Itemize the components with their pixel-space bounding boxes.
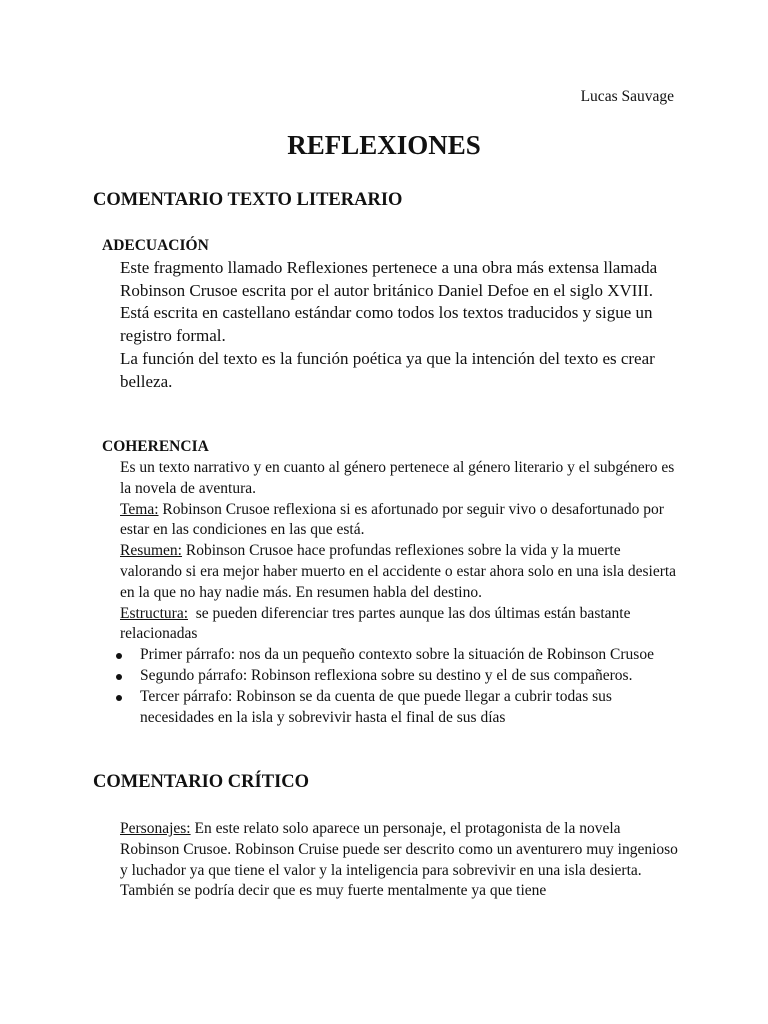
resumen-label: Resumen: [120,542,182,560]
adecuacion-body [120,257,690,393]
resumen-text: Robinson Crusoe hace profundas reflexiones sobre la vida y la muerte valorando si era mejor haber muerto en el accidente o estar ahora solo en una isla desierta en la que no hay nadie más. En resumen habla del destino. [120,542,677,601]
document-title: REFLEXIONES [287,130,481,160]
tema-label: Tema: [120,500,159,518]
author-name: Lucas Sauvage [580,88,674,105]
critico-body [120,819,680,902]
estructura-label: Estructura: [120,604,189,622]
bullet-icon [116,653,122,659]
bullet-icon [116,674,122,680]
resumen-paragraph [120,541,680,603]
estructura-text: se pueden diferenciar tres partes aunque las dos últimas están bastante relacionadas [120,604,635,643]
personajes-label: Personajes: [120,820,191,837]
list-item [120,645,680,666]
subheading-coherencia: COHERENCIA [102,438,209,455]
personajes-paragraph [120,819,680,902]
tema-paragraph [120,500,680,542]
personajes-text: En este relato solo aparece un personaje, el protagonista de la novela Robinson Crusoe. Robinson Cruise puede ser descrito como un aventurero muy ingenioso y luchador ya que tiene el valor y la inteligencia para sobrevivir en una isla desierta. También se podría decir que es muy fuerte mentalmente ya que tiene [120,820,678,900]
adecuacion-paragraph-1: Este fragmento llamado Reflexiones pertenece a una obra más extensa llamada Robinson Crusoe escrita por el autor británico Daniel Defoe en el siglo XVIII. [120,258,658,300]
subheading-adecuacion: ADECUACIÓN [102,237,209,254]
bullet-icon [116,695,122,701]
adecuacion-paragraph-2: Está escrita en castellano estándar como todos los textos traducidos y sigue un registro formal. [120,303,653,346]
section-heading-literary-commentary: COMENTARIO TEXTO LITERARIO [93,190,403,210]
list-item [120,687,680,729]
coherencia-body [120,458,680,728]
structure-bullet-list [120,645,680,728]
estructura-paragraph [120,604,680,646]
coherencia-intro: Es un texto narrativo y en cuanto al género pertenece al género literario y el subgénero es la novela de aventura. [120,459,675,497]
tema-text: Robinson Crusoe reflexiona si es afortunado por seguir vivo o desafortunado por estar en las condiciones en las que está. [120,500,664,539]
list-item [120,666,680,687]
adecuacion-paragraph-3: La función del texto es la función poética ya que la intención del texto es crear belleza. [120,348,655,391]
section-heading-critical-commentary: COMENTARIO CRÍTICO [93,772,310,792]
list-item-text: Primer párrafo: nos da un pequeño contexto sobre la situación de Robinson Crusoe [140,646,654,664]
list-item-text: Segundo párrafo: Robinson reflexiona sobre su destino y el de sus compañeros. [140,666,633,684]
list-item-text: Tercer párrafo: Robinson se da cuenta de que puede llegar a cubrir todas sus necesidades en la isla y sobrevivir hasta el final de sus días [140,687,612,726]
